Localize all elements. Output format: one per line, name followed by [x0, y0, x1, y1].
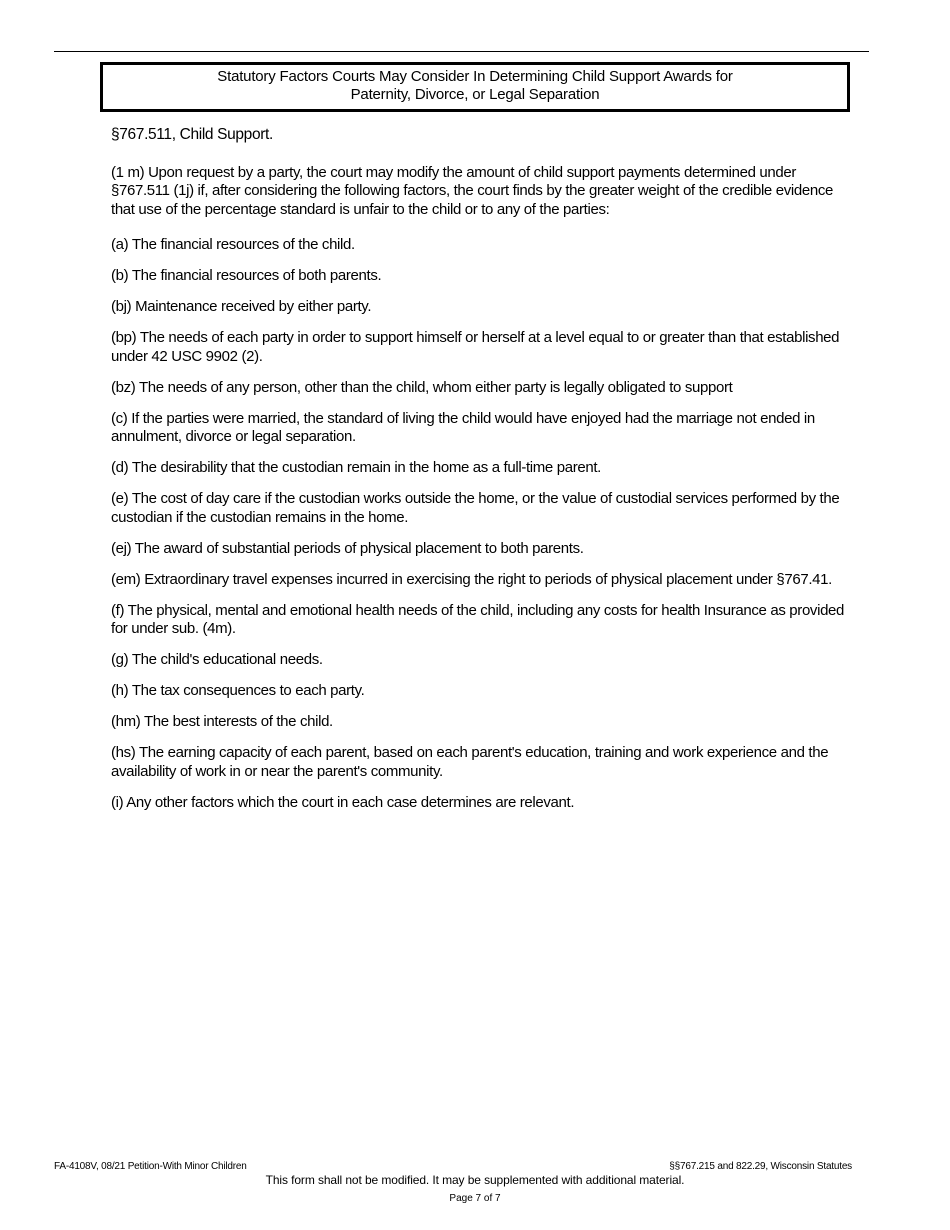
factor-a: (a) The financial resources of the child. — [111, 236, 355, 253]
title-box — [100, 62, 850, 112]
footer-notice: This form shall not be modified. It may be supplemented with additional material. — [265, 1173, 685, 1187]
factor-i: (i) Any other factors which the court in each case determines are relevant. — [111, 793, 575, 811]
factor-bz: (bz) The needs of any person, other than the child, whom either party is legally obligated to support — [111, 378, 733, 396]
factor-f: (f) The physical, mental and emotional health needs of the child, including any costs for health Insurance as provided for under sub. (4m). — [111, 601, 845, 637]
factor-em: (em) Extraordinary travel expenses incurred in exercising the right to periods of physical placement under §767.41. — [111, 570, 832, 588]
factor-bj: (bj) Maintenance received by either party. — [111, 298, 372, 315]
factor-g: (g) The child's educational needs. — [111, 651, 323, 668]
factor-e: (e) The cost of day care if the custodian works outside the home, or the value of custodial services performed by the custodian if the custodian remains in the home. — [111, 490, 840, 526]
intro-paragraph: (1 m) Upon request by a party, the court may modify the amount of child support payments determined under §767.511 (1j) if, after considering the following factors, the court finds by the greater weight of the credible evidence that use of the percentage standard is unfair to the child or to any of the parties: — [111, 163, 833, 218]
section-heading: §767.511, Child Support. — [111, 126, 273, 143]
title-line-1: Statutory Factors Courts May Consider In Determining Child Support Awards for — [217, 68, 733, 85]
factor-ej: (ej) The award of substantial periods of physical placement to both parents. — [111, 539, 584, 557]
footer-form-id: FA-4108V, 08/21 Petition-With Minor Children — [54, 1161, 247, 1172]
factor-c: (c) If the parties were married, the standard of living the child would have enjoyed had the marriage not ended in annulment, divorce or legal separation. — [111, 409, 815, 445]
factor-h: (h) The tax consequences to each party. — [111, 682, 365, 699]
factor-hs: (hs) The earning capacity of each parent, based on each parent's education, training and work experience and the availability of work in or near the parent's community. — [111, 744, 829, 780]
factor-hm: (hm) The best interests of the child. — [111, 713, 333, 730]
title-line-2: Paternity, Divorce, or Legal Separation — [350, 86, 600, 103]
factor-bp: (bp) The needs of each party in order to support himself or herself at a level equal to or greater than that established under 42 USC 9902 (2). — [111, 329, 840, 365]
footer-statutes: §§767.215 and 822.29, Wisconsin Statutes — [669, 1161, 852, 1172]
document-body — [111, 126, 846, 825]
page-number: Page 7 of 7 — [449, 1193, 501, 1204]
top-rule — [54, 51, 869, 52]
factor-d: (d) The desirability that the custodian remain in the home as a full-time parent. — [111, 459, 601, 476]
factor-b: (b) The financial resources of both parents. — [111, 267, 382, 284]
